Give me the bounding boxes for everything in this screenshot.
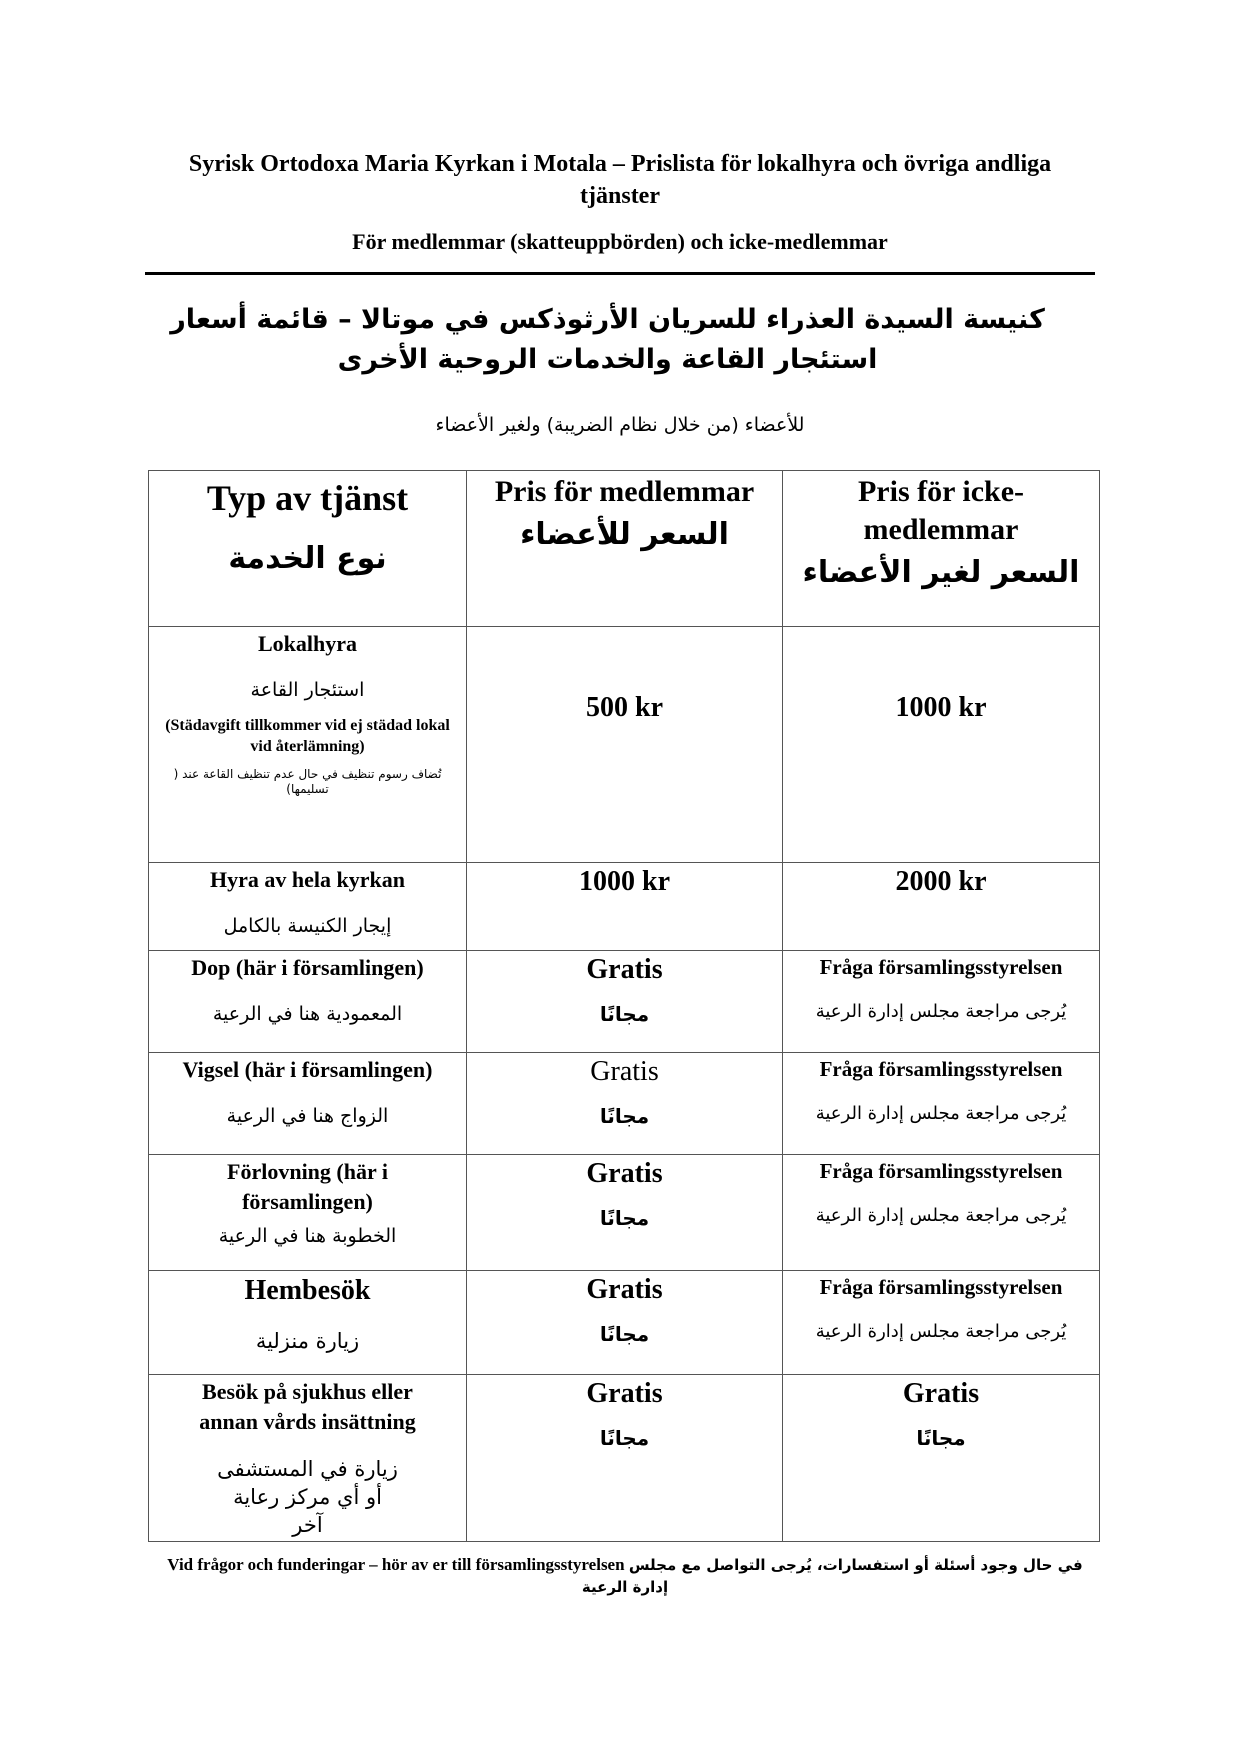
member-price-cell — [467, 863, 783, 951]
header-nonmember-sv: Pris för icke-medlemmar — [857, 475, 1025, 546]
header-divider — [145, 272, 1095, 275]
member-price-ar: مجانًا — [599, 1002, 650, 1026]
service-name-ar: المعمودية هنا في الرعية — [212, 1003, 403, 1025]
nonmember-price: Fråga församlingsstyrelsen — [819, 955, 1063, 979]
service-name-sv: Hyra av hela kyrkan — [210, 867, 405, 892]
cleaning-note-sv: (Städavgift tillkommer vid ej städad lokal vid återlämning) — [165, 717, 450, 755]
nonmember-price: 1000 kr — [895, 692, 987, 723]
footer-note-sv: Vid frågor och funderingar – hör av er till församlingsstyrelsen — [167, 1555, 625, 1574]
table-row — [149, 627, 1100, 863]
service-cell — [149, 1375, 467, 1542]
service-name-ar: الخطوبة هنا في الرعية — [218, 1225, 397, 1247]
table-row — [149, 863, 1100, 951]
service-cell — [149, 951, 467, 1053]
table-row — [149, 1375, 1100, 1542]
member-price-ar: مجانًا — [599, 1104, 650, 1128]
nonmember-price: 2000 kr — [895, 866, 987, 897]
service-name-ar: زيارة في المستشفى أو أي مركز رعاية آخر — [217, 1457, 398, 1537]
nonmember-price-cell — [783, 863, 1100, 951]
nonmember-price-ar: يُرجى مراجعة مجلس إدارة الرعية — [815, 1205, 1067, 1226]
service-cell — [149, 863, 467, 951]
header-service-type — [149, 471, 467, 627]
nonmember-price-ar: يُرجى مراجعة مجلس إدارة الرعية — [815, 1001, 1067, 1022]
member-price-cell — [467, 1053, 783, 1155]
member-price-cell — [467, 1271, 783, 1375]
member-price: Gratis — [586, 1378, 663, 1409]
service-name-sv: Lokalhyra — [257, 631, 358, 656]
member-price-cell — [467, 1375, 783, 1542]
service-cell — [149, 1155, 467, 1271]
member-price-ar: مجانًا — [599, 1206, 650, 1230]
service-name-ar: استئجار القاعة — [250, 679, 365, 701]
service-name-ar: إيجار الكنيسة بالكامل — [223, 915, 392, 937]
table-row — [149, 1155, 1100, 1271]
member-price: 1000 kr — [579, 866, 670, 897]
nonmember-price-cell — [783, 1271, 1100, 1375]
header-nonmember-ar: السعر لغير الأعضاء — [802, 555, 1080, 590]
nonmember-price-cell — [783, 951, 1100, 1053]
member-price-cell — [467, 627, 783, 863]
nonmember-price-cell — [783, 627, 1100, 863]
service-name-sv: Dop (här i församlingen) — [191, 955, 424, 980]
nonmember-price-ar: يُرجى مراجعة مجلس إدارة الرعية — [815, 1103, 1067, 1124]
nonmember-price: Fråga församlingsstyrelsen — [819, 1057, 1063, 1081]
member-price: Gratis — [586, 1274, 663, 1305]
price-table — [148, 470, 1100, 1542]
nonmember-price-cell — [783, 1375, 1100, 1542]
member-price-cell — [467, 1155, 783, 1271]
service-name-ar: الزواج هنا في الرعية — [226, 1105, 389, 1127]
footer-note — [150, 1554, 1100, 1598]
member-price-cell — [467, 951, 783, 1053]
service-cell — [149, 627, 467, 863]
subtitle-arabic: للأعضاء (من خلال نظام الضريبة) ولغير الأعضاء — [435, 414, 805, 436]
cleaning-note-ar: تُضاف رسوم تنظيف في حال عدم تنظيف القاعة عند ( تسليمها) — [173, 767, 442, 796]
member-price: 500 kr — [586, 692, 663, 723]
footer-note-ar: في حال وجود أسئلة أو استفسارات، يُرجى التواصل مع مجلس إدارة الرعية — [581, 1556, 1083, 1596]
member-price-ar: مجانًا — [599, 1426, 650, 1450]
service-cell — [149, 1271, 467, 1375]
table-row — [149, 1271, 1100, 1375]
member-price: Gratis — [586, 1158, 663, 1189]
table-header-row — [149, 471, 1100, 627]
service-name-sv: Förlovning (här i församlingen) — [227, 1159, 388, 1214]
nonmember-price-ar: مجانًا — [916, 1426, 966, 1450]
nonmember-price-cell — [783, 1053, 1100, 1155]
service-name-sv: Hembesök — [244, 1275, 371, 1306]
nonmember-price-ar: يُرجى مراجعة مجلس إدارة الرعية — [815, 1321, 1067, 1342]
nonmember-price: Fråga församlingsstyrelsen — [819, 1275, 1063, 1299]
table-row — [149, 951, 1100, 1053]
header-member-price — [467, 471, 783, 627]
header-member-ar: السعر للأعضاء — [520, 517, 729, 552]
table-row — [149, 1053, 1100, 1155]
member-price: Gratis — [590, 1056, 659, 1087]
service-name-ar: زيارة منزلية — [255, 1329, 360, 1353]
header-nonmember-price — [783, 471, 1100, 627]
title-arabic: كنيسة السيدة العذراء للسريان الأرثوذكس في موتالا – قائمة أسعار استئجار القاعة والخدمات الروحية الأخرى — [170, 304, 1045, 375]
nonmember-price: Fråga församlingsstyrelsen — [819, 1159, 1063, 1183]
nonmember-price: Gratis — [902, 1378, 980, 1409]
title-swedish: Syrisk Ortodoxa Maria Kyrkan i Motala – Prislista för lokalhyra och övriga andliga tjänster — [188, 151, 1052, 209]
member-price: Gratis — [586, 954, 663, 985]
header-service-sv: Typ av tjänst — [206, 478, 409, 518]
service-cell — [149, 1053, 467, 1155]
service-name-sv: Besök på sjukhus eller annan vårds insättning — [199, 1379, 416, 1434]
subtitle-swedish: För medlemmar (skatteuppbörden) och icke-medlemmar — [352, 229, 888, 254]
header-member-sv: Pris för medlemmar — [494, 475, 755, 508]
header-service-ar: نوع الخدمة — [228, 541, 387, 576]
member-price-ar: مجانًا — [599, 1322, 650, 1346]
service-name-sv: Vigsel (här i församlingen) — [182, 1057, 433, 1082]
nonmember-price-cell — [783, 1155, 1100, 1271]
